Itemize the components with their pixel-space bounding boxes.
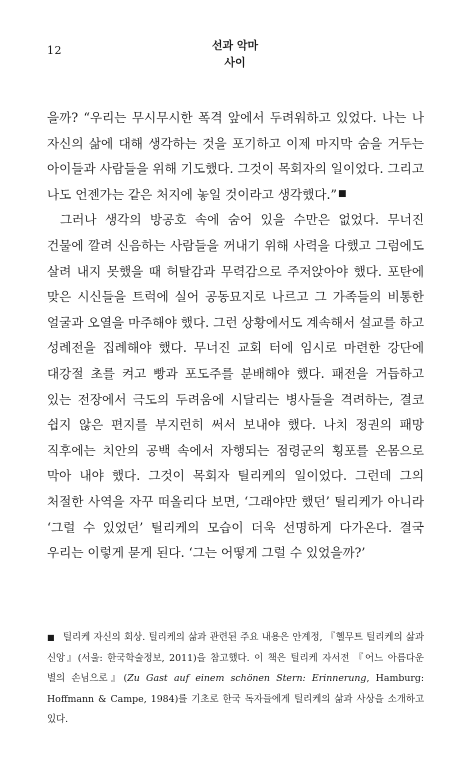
page-number: 12 bbox=[47, 44, 62, 57]
footnote-text-part-1: 틸리케 자신의 회상. 틸리케의 삶과 관련된 주요 내용은 안계정, 『헬무트 틸리케의 삶과 신앙』(서울: 한국학술정보, 2011)을 참고했다. 이 책은 틸리케 자서전 『어느 아름다운 별의 손님으로』( bbox=[47, 632, 425, 684]
paragraph-1-text: 을까? “우리는 무시무시한 폭격 앞에서 두려워하고 있었다. 나는 나 자신의 삶에 대해 생각하는 것을 포기하고 이제 마지막 숨을 거두는 아이들과 사람들을 위해 기도했다. 그것이 목회자의 일이었다. 그리고 나도 언젠가는 같은 처지에 놓일 것이라고 생각했다.” bbox=[47, 110, 424, 202]
footnote-marker: ■ bbox=[47, 633, 55, 642]
paragraph-2: 그러나 생각의 방공호 속에 숨어 있을 수만은 없었다. 무너진 건물에 깔려 신음하는 사람들을 꺼내기 위해 사력을 다했고 그럼에도 살려 내지 못했을 때 허탈감과 무력감으로 주저앉아야 했다. 포탄에 맞은 시신들을 트럭에 실어 공동묘지로 나르고 그 가족들의 비통한 얼굴과 오열을 마주해야 했다. 그런 상황에서도 계속해서 설교를 하고 성례전을 집례해야 했다. 무너진 교회 터에 임시로 마련한 강단에 대강절 초를 켜고 빵과 포도주를 분배해야 했다. 패전을 거듭하고 있는 전장에서 극도의 두려움에 시달리는 병사들을 격려하는, 결코 쉽지 않은 편지를 부지런히 써서 보내야 했다. 나치 정권의 패망 직후에는 치안의 공백 속에서 자행되는 점령군의 횡포를 온몸으로 막아 내야 했다. 그것이 목회자 틸리케의 일이었다. 그런데 그의 처절한 사역을 자꾸 떠올리다 보면, ‘그래야만 했던’ 틸리케가 아니라 ‘그럴 수 있었던’ 틸리케의 모습이 더욱 선명하게 다가온다. 결국 우리는 이렇게 묻게 된다. ‘그는 어떻게 그럴 수 있었을까?’ bbox=[47, 212, 424, 561]
footnote-book-title: Zu Gast auf einem schönen Stern: Erinnerung bbox=[127, 673, 367, 684]
running-head-line-2: 사이 bbox=[224, 56, 246, 69]
running-head bbox=[0, 37, 470, 71]
footnote bbox=[47, 628, 424, 731]
footnote-text-part-2: , Hamburg: Hoffmann & Campe, 1984)를 기초로 한국 독자들에게 틸리케의 삶과 사상을 소개하고 있다. bbox=[47, 673, 425, 725]
body-text bbox=[47, 105, 424, 566]
paragraph-1 bbox=[47, 105, 424, 207]
running-head-line-1: 선과 악마 bbox=[211, 39, 259, 52]
footnote-reference-mark: ■ bbox=[337, 188, 347, 199]
